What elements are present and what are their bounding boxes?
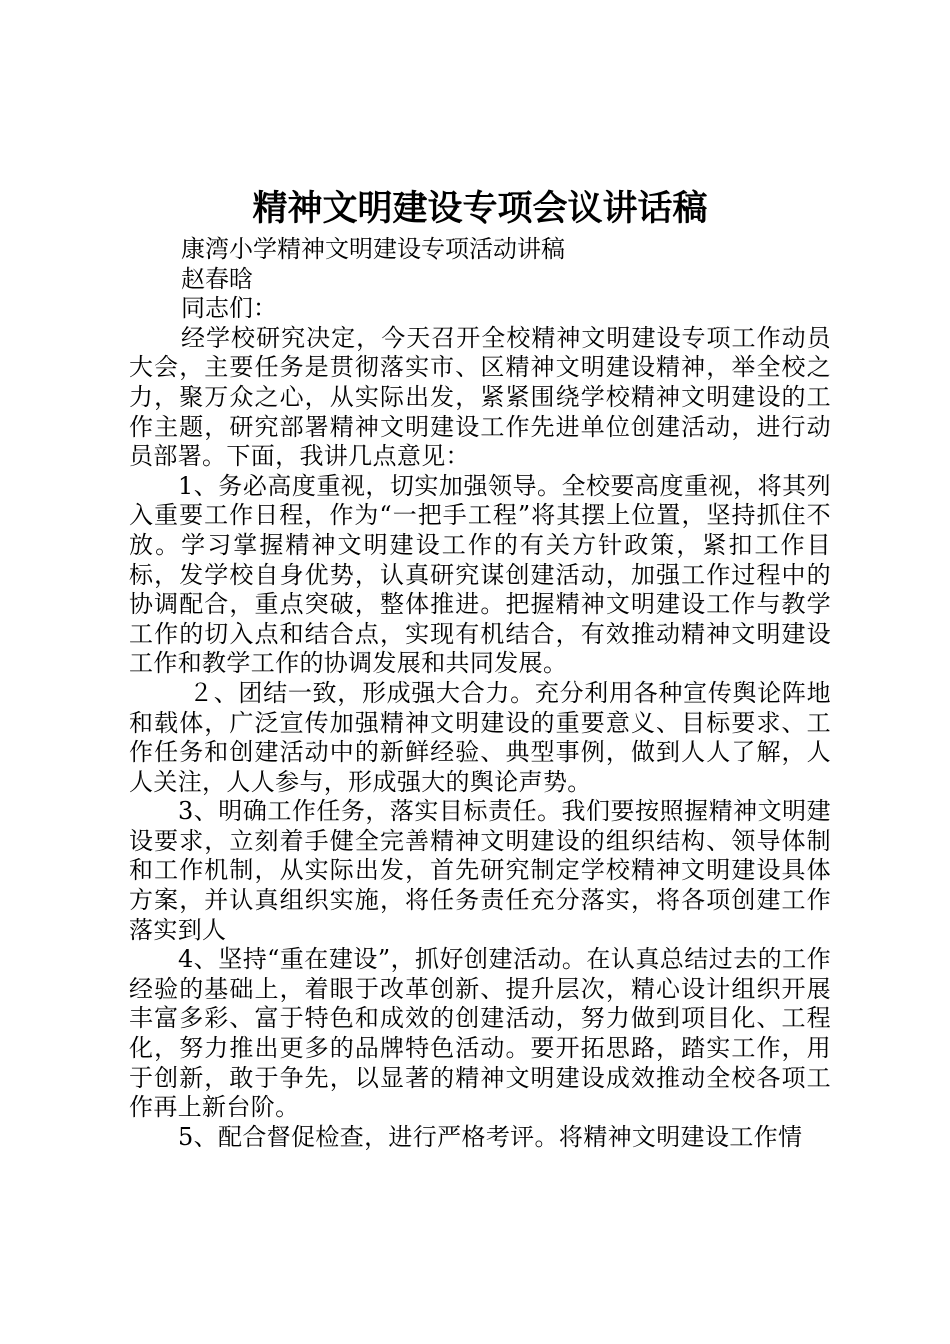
paragraph-point-5: 5、配合督促检查，进行严格考评。将精神文明建设工作情 — [178, 1122, 803, 1151]
document-body — [129, 185, 831, 1152]
document-title: 精神文明建设专项会议讲话稿 — [252, 188, 708, 229]
paragraph-point-2: ２、团结一致，形成强大合力。充分利用各种宣传舆论阵地和载体，广泛宣传加强精神文明建设的重要意义、目标要求、工作任务和创建活动中的新鲜经验、典型事例，做到人人了解，人人关注，人人参与，形成强大的舆论声势。 — [129, 678, 831, 796]
paragraph-point-4: 4、坚持“重在建设”，抓好创建活动。在认真总结过去的工作经验的基础上，着眼于改革创新、提升层次，精心设计组织开展丰富多彩、富于特色和成效的创建活动，努力做到项目化、工程化，努力推出更多的品牌特色活动。要开拓思路，踏实工作，用于创新，敢于争先，以显著的精神文明建设成效推动全校各项工作再上新台阶。 — [129, 945, 831, 1122]
document-greeting: 同志们： — [181, 294, 277, 323]
document-subtitle: 康湾小学精神文明建设专项活动讲稿 — [181, 235, 565, 263]
paragraph-point-1: 1、务必高度重视，切实加强领导。全校要高度重视，将其列入重要工作日程，作为“一把手工程”将其摆上位置，坚持抓住不放。学习掌握精神文明建设工作的有关方针政策，紧扣工作目标，发学校自身优势，认真研究谋创建活动，加强工作过程中的协调配合，重点突破，整体推进。把握精神文明建设工作与教学工作的切入点和结合点，实现有机结合，有效推动精神文明建设工作和教学工作的协调发展和共同发展。 — [129, 471, 831, 678]
paragraph-point-3: 3、明确工作任务，落实目标责任。我们要按照握精神文明建设要求，立刻着手健全完善精神文明建设的组织结构、领导体制和工作机制，从实际出发，首先研究制定学校精神文明建设具体方案，并认真组织实施，将任务责任充分落实，将各项创建工作落实到人 — [129, 797, 831, 944]
document-author: 赵春晗 — [181, 264, 253, 293]
paragraph-intro: 经学校研究决定，今天召开全校精神文明建设专项工作动员大会，主要任务是贯彻落实市、区精神文明建设精神，举全校之力，聚万众之心，从实际出发，紧紧围绕学校精神文明建设的工作主题，研究部署精神文明建设工作先进单位创建活动，进行动员部署。下面，我讲几点意见： — [129, 323, 831, 471]
